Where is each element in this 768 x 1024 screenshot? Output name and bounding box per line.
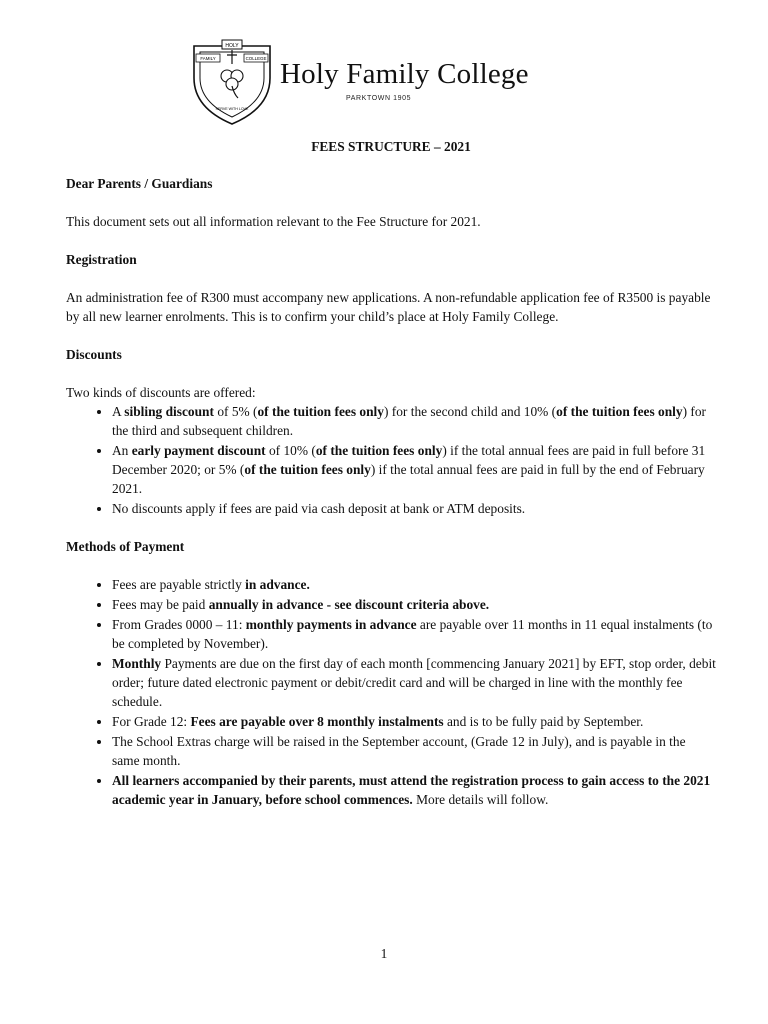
crest-motto-text: SERVE WITH LOVE: [215, 107, 249, 111]
list-item: • All learners accompanied by their parents, must attend the registration process to gain access to the 2021 academic year in January, before school commences. More details will follow.: [112, 771, 716, 809]
crest-left-text: FAMILY: [200, 56, 216, 61]
registration-paragraph: An administration fee of R300 must accompany new applications. A non-refundable application fee of R3500 is payable by all new learner enrolments. This is to confirm your child’s place at Holy Family College.: [66, 290, 711, 324]
list-item: • The School Extras charge will be raised in the September account, (Grade 12 in July), and is payable in the same month.: [112, 732, 716, 770]
list-item: • An early payment discount of 10% (of the tuition fees only) if the total annual fees are paid in full before 31 December 2020; or 5% (of the tuition fees only) if the total annual fees are paid in full by the end of February 2021.: [112, 441, 716, 498]
document-body: [66, 137, 716, 828]
crest-right-text: COLLEGE: [245, 56, 267, 61]
discounts-lead: Two kinds of discounts are offered:: [66, 385, 256, 400]
list-item: • Fees may be paid annually in advance - see discount criteria above.: [112, 595, 716, 614]
document-title: FEES STRUCTURE – 2021: [311, 139, 471, 154]
college-subtitle: PARKTOWN 1905: [346, 95, 412, 102]
list-item: • A sibling discount of 5% (of the tuition fees only) for the second child and 10% (of the tuition fees only) for the third and subsequent children.: [112, 402, 716, 440]
list-item: • Monthly Payments are due on the first day of each month [commencing January 2021] by EFT, stop order, debit order; future dated electronic payment or debit/credit card and will be charged in line with the monthly fee schedule.: [112, 654, 716, 711]
payment-list: [66, 575, 716, 809]
list-item: • No discounts apply if fees are paid via cash deposit at bank or ATM deposits.: [112, 499, 716, 518]
page-number: 1: [380, 946, 388, 961]
list-item: • From Grades 0000 – 11: monthly payments in advance are payable over 11 months in 11 equal instalments (to be completed by November).: [112, 615, 716, 653]
intro-paragraph: This document sets out all information relevant to the Fee Structure for 2021.: [66, 214, 481, 229]
greeting: Dear Parents / Guardians: [66, 176, 213, 191]
discounts-heading: Discounts: [66, 347, 122, 362]
registration-heading: Registration: [66, 252, 137, 267]
payment-heading: Methods of Payment: [66, 539, 185, 554]
letterhead: [190, 38, 550, 128]
discounts-list: [66, 402, 716, 518]
college-name: Holy Family College: [280, 58, 529, 90]
college-crest-icon: [190, 38, 274, 126]
list-item: • Fees are payable strictly in advance.: [112, 575, 716, 594]
crest-top-text: HOLY: [225, 43, 239, 49]
list-item: • For Grade 12: Fees are payable over 8 monthly instalments and is to be fully paid by September.: [112, 712, 716, 731]
